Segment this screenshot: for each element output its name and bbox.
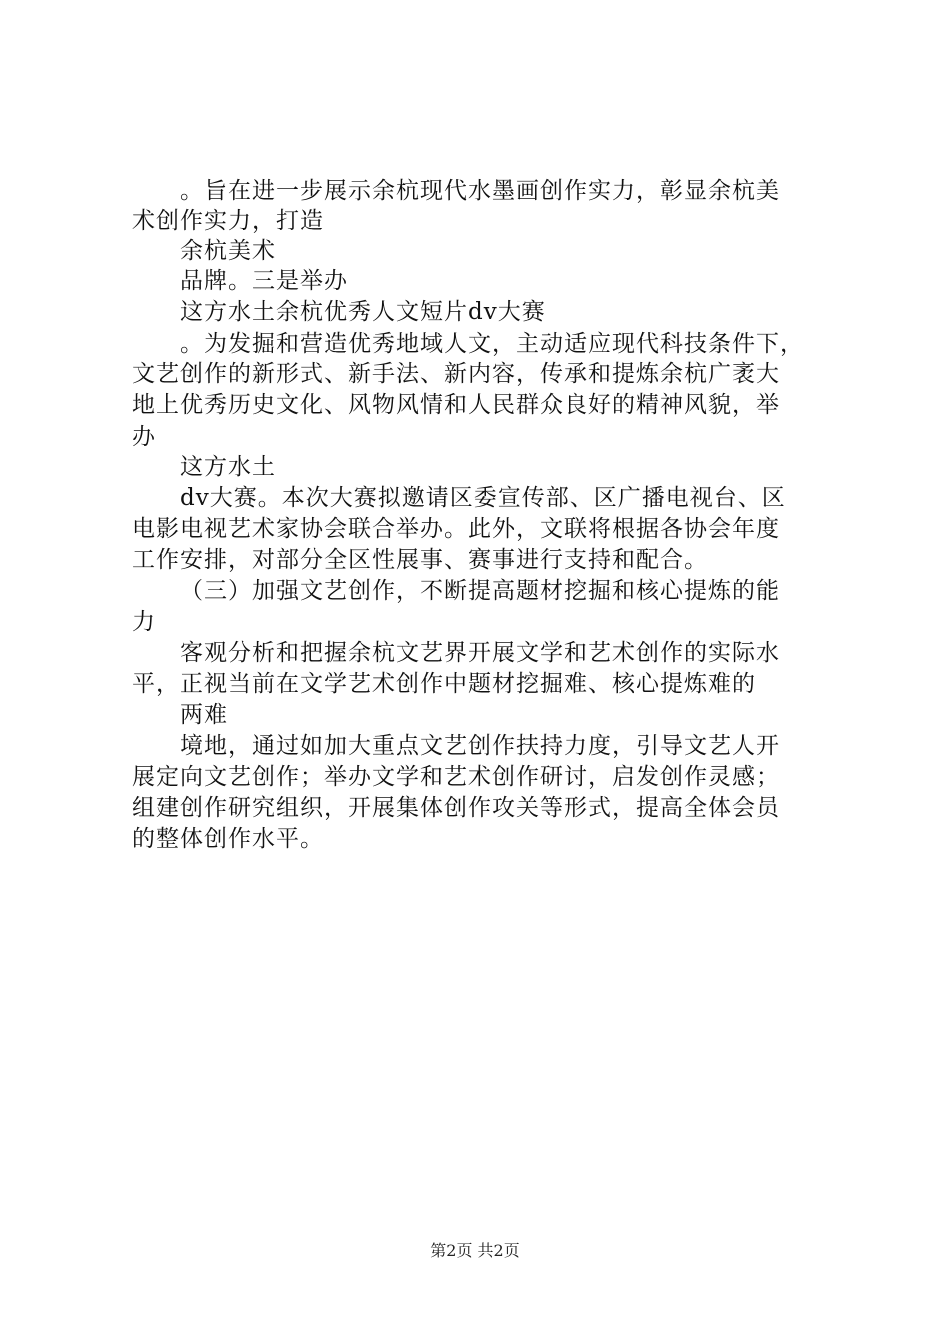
paragraph-line: 境地，通过如加大重点文艺创作扶持力度，引导文艺人开 [180,733,780,759]
paragraph-line: 这方水土余杭优秀人文短片dv大赛 [180,299,546,325]
paragraph-line: 术创作实力，打造 [132,208,324,234]
paragraph-line: 。为发掘和营造优秀地域人文，主动适应现代科技条件下， [180,331,804,357]
paragraph-line: 文艺创作的新形式、新手法、新内容，传承和提炼余杭广袤大 [132,361,780,387]
paragraph-line: （三）加强文艺创作，不断提高题材挖掘和核心提炼的能 [180,578,780,604]
paragraph-line: 地上优秀历史文化、风物风情和人民群众良好的精神风貌，举 [132,392,780,418]
paragraph-line: 。旨在进一步展示余杭现代水墨画创作实力，彰显余杭美 [180,178,780,204]
paragraph-line: 力 [132,609,156,635]
paragraph-line: 两难 [180,702,228,728]
paragraph-line: 客观分析和把握余杭文艺界开展文学和艺术创作的实际水 [180,640,780,666]
paragraph-line: 平，正视当前在文学艺术创作中题材挖掘难、核心提炼难的 [132,671,756,697]
paragraph-line: dv大赛。本次大赛拟邀请区委宣传部、区广播电视台、区 [180,485,786,511]
page-number-footer: 第2页 共2页 [430,1241,520,1260]
paragraph-line: 这方水土 [180,454,276,480]
paragraph-line: 电影电视艺术家协会联合举办。此外，文联将根据各协会年度 [132,516,780,542]
paragraph-line: 办 [132,424,156,450]
paragraph-line: 余杭美术 [180,238,276,264]
paragraph-line: 工作安排，对部分全区性展事、赛事进行支持和配合。 [132,547,708,573]
paragraph-line: 组建创作研究组织，开展集体创作攻关等形式，提高全体会员 [132,795,780,821]
paragraph-line: 展定向文艺创作；举办文学和艺术创作研讨，启发创作灵感； [132,764,780,790]
paragraph-line: 的整体创作水平。 [132,826,324,852]
paragraph-line: 品牌。三是举办 [180,268,348,294]
